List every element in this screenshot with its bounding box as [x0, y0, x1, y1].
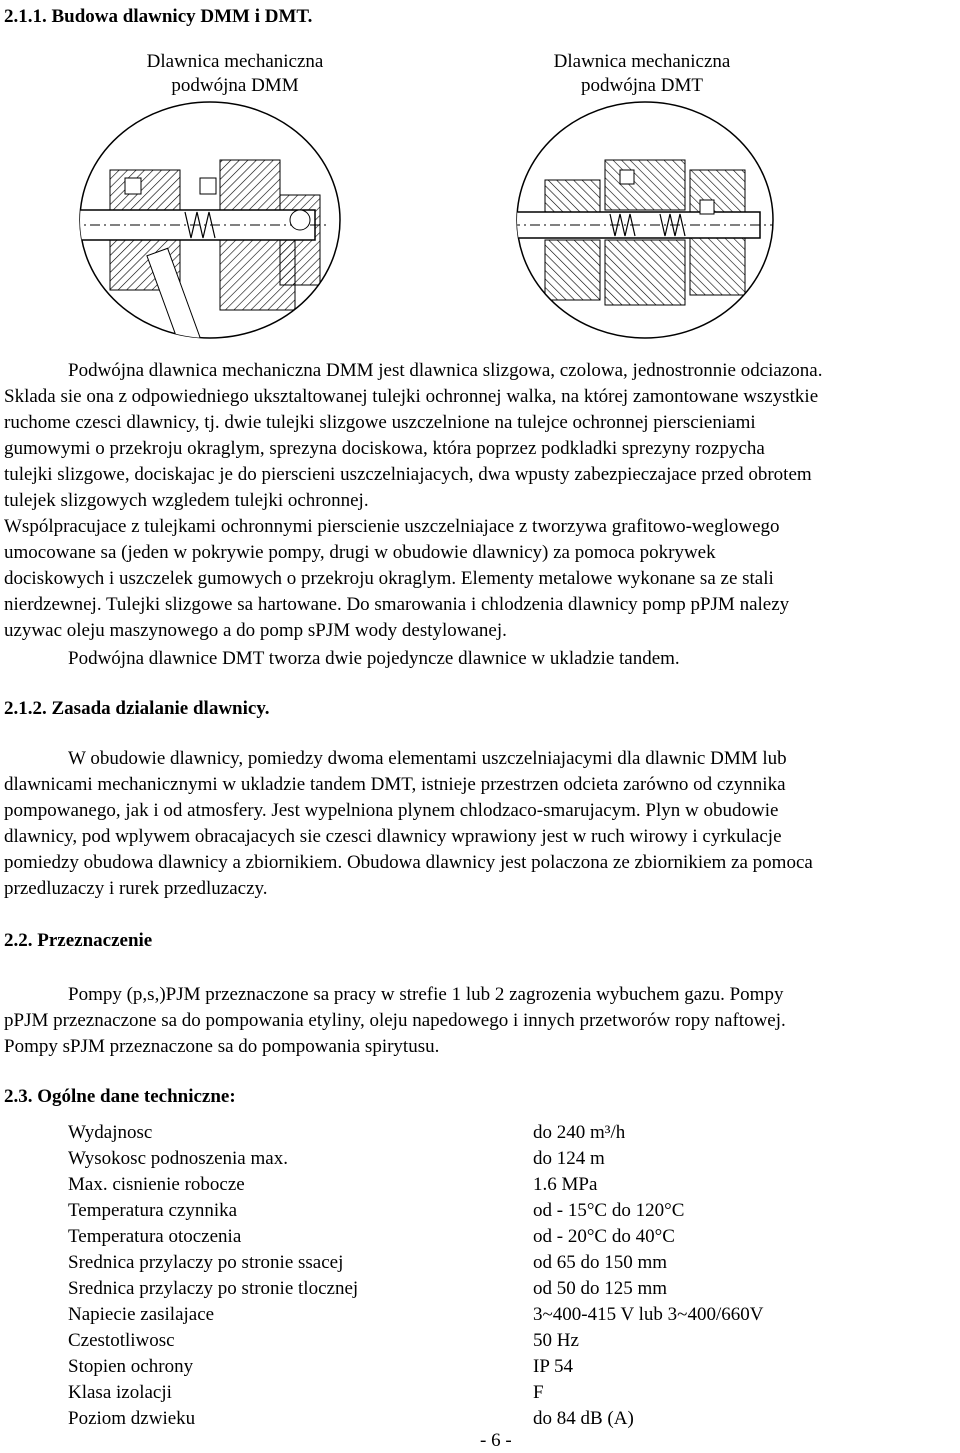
spec-value: do 240 m³/h [533, 1122, 626, 1143]
para2-line-6: przedluzaczy i rurek przedluzaczy. [4, 878, 268, 899]
spec-value: od 65 do 150 mm [533, 1252, 668, 1273]
spec-value: 1.6 MPa [533, 1174, 598, 1195]
spec-label: Max. cisnienie robocze [68, 1174, 245, 1195]
spec-label: Wysokosc podnoszenia max. [68, 1148, 288, 1169]
para1-line-6: tulejek slizgowych wzgledem tulejki ochronnej. [4, 490, 369, 511]
para3-line-3: Pompy sPJM przeznaczone sa do pompowania spirytusu. [4, 1036, 440, 1057]
section-heading-212: 2.1.2. Zasada dzialanie dlawnicy. [4, 698, 270, 719]
para1-line-7: Wspólpracujace z tulejkami ochronnymi pierscienie uszczelniajace z tworzywa grafitowo-weglowego [4, 516, 780, 537]
section-heading-23: 2.3. Ogólne dane techniczne: [4, 1086, 236, 1107]
para2-line-2: dlawnicami mechanicznymi w ukladzie tandem DMT, istnieje przestrzen odcieta zarówno od czynnika [4, 774, 786, 795]
para1-line-2: Sklada sie ona z odpowiedniego uksztaltowanej tulejki ochronnej walka, na której zamontowane wszystkie [4, 386, 819, 407]
spec-value: od 50 do 125 mm [533, 1278, 668, 1299]
para1-line-5: tulejki slizgowe, dociskajac je do pierscieni uszczelniajacych, dwa wpusty zabezpieczajace przed obrotem [4, 464, 812, 485]
spec-value: 3~400-415 V lub 3~400/660V [533, 1304, 764, 1325]
spec-label: Klasa izolacji [68, 1382, 172, 1403]
para1-line-11: uzywac oleju maszynowego a do pomp sPJM wody destylowanej. [4, 620, 507, 641]
para2-line-1: W obudowie dlawnicy, pomiedzy dwoma elementami uszczelniajacymi dla dlawnic DMM lub [68, 748, 787, 769]
figure-caption-dmt-line2: podwójna DMT [581, 75, 703, 96]
spec-label: Srednica przylaczy po stronie tlocznej [68, 1278, 359, 1299]
spec-label: Stopien ochrony [68, 1356, 194, 1377]
spec-value: od - 20°C do 40°C [533, 1226, 675, 1247]
spec-value: do 124 m [533, 1148, 605, 1169]
spec-value: od - 15°C do 120°C [533, 1200, 685, 1221]
spec-label: Temperatura czynnika [68, 1200, 238, 1221]
para1-line-12: Podwójna dlawnice DMT tworza dwie pojedyncze dlawnice w ukladzie tandem. [68, 648, 680, 669]
spec-label: Wydajnosc [68, 1122, 153, 1143]
para1-line-8: umocowane sa (jeden w pokrywie pompy, drugi w obudowie dlawnicy) za pomoca pokrywek [4, 542, 716, 563]
page-number: - 6 - [480, 1430, 512, 1451]
para2-line-4: dlawnicy, pod wplywem obracajacych sie czesci dlawnicy wprawiony jest w ruch wirowy i cyrkulacje [4, 826, 782, 847]
section-heading-211: 2.1.1. Budowa dlawnicy DMM i DMT. [4, 6, 313, 27]
para1-line-9: dociskowych i uszczelek gumowych o przekroju okraglym. Elementy metalowe wykonane sa ze stali [4, 568, 774, 589]
dmm-seal-drawing [70, 100, 350, 345]
spec-value: 50 Hz [533, 1330, 579, 1351]
para2-line-3: pompowanego, jak i od atmosfery. Jest wypelniona plynem chlodzaco-smarujacym. Plyn w obudowie [4, 800, 779, 821]
spec-value: do 84 dB (A) [533, 1408, 634, 1429]
spec-label: Napiecie zasilajace [68, 1304, 215, 1325]
para1-line-1: Podwójna dlawnica mechaniczna DMM jest dlawnica slizgowa, czolowa, jednostronnie odciazona. [68, 360, 823, 381]
spec-label: Czestotliwosc [68, 1330, 175, 1351]
spec-value: F [533, 1382, 544, 1403]
spec-label: Temperatura otoczenia [68, 1226, 242, 1247]
figure-caption-dmm [110, 50, 360, 98]
figure-caption-dmt [512, 50, 772, 98]
section-heading-22: 2.2. Przeznaczenie [4, 930, 153, 951]
para3-line-1: Pompy (p,s,)PJM przeznaczone sa pracy w strefie 1 lub 2 zagrozenia wybuchem gazu. Pompy [68, 984, 784, 1005]
para3-line-2: pPJM przeznaczone sa do pompowania etyliny, oleju napedowego i innych przetworów ropy naftowej. [4, 1010, 786, 1031]
para2-line-5: pomiedzy obudowa dlawnicy a zbiornikiem. Obudowa dlawnicy jest polaczona ze zbiornikiem za pomoca [4, 852, 813, 873]
dmt-seal-drawing [510, 100, 780, 345]
figure-caption-dmm-line2: podwójna DMM [171, 75, 299, 96]
spec-label: Srednica przylaczy po stronie ssacej [68, 1252, 344, 1273]
para1-line-3: ruchome czesci dlawnicy, tj. dwie tulejki slizgowe uszczelnione na tulejce ochronnej pierscieniami [4, 412, 756, 433]
spec-label: Poziom dzwieku [68, 1408, 196, 1429]
spec-value: IP 54 [533, 1356, 573, 1377]
figure-caption-dmt-line1: Dlawnica mechaniczna [553, 51, 731, 72]
figure-caption-dmm-line1: Dlawnica mechaniczna [146, 51, 324, 72]
para1-line-10: nierdzewnej. Tulejki slizgowe sa hartowane. Do smarowania i chlodzenia dlawnicy pomp pPJM nalezy [4, 594, 790, 615]
para1-line-4: gumowymi o przekroju okraglym, sprezyna dociskowa, która poprzez podkladki sprezyny rozpycha [4, 438, 765, 459]
